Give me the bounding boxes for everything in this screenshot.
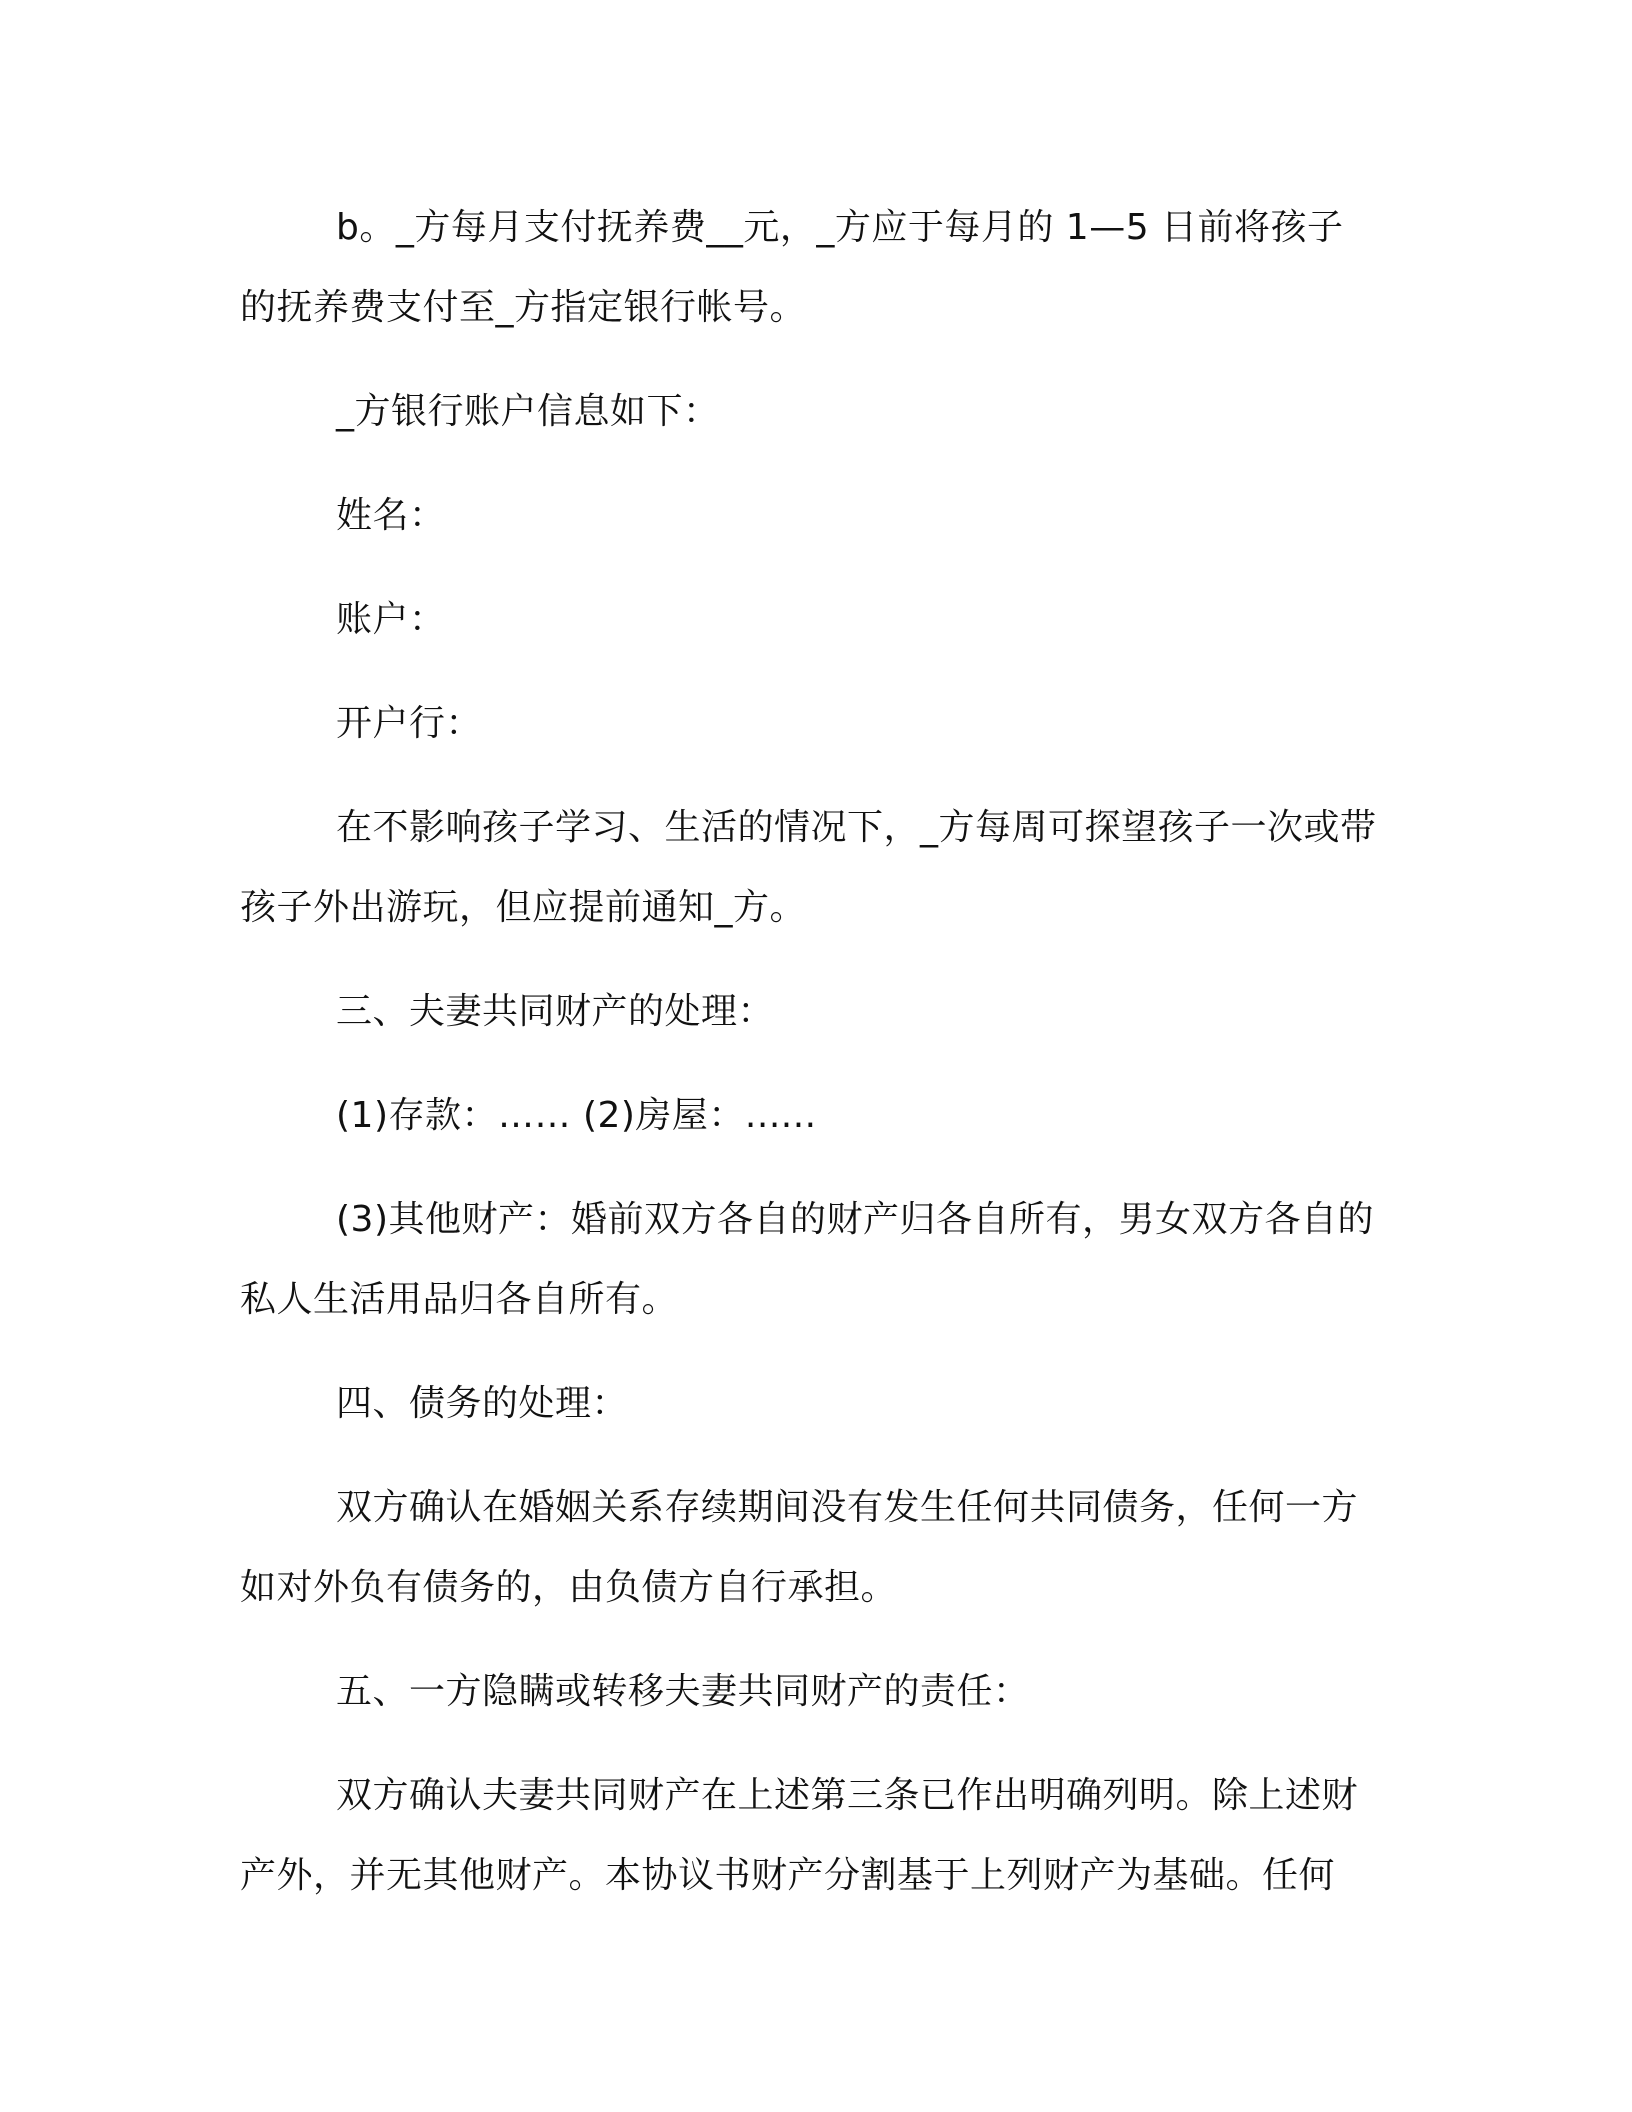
paragraph-name: 姓名： xyxy=(336,495,446,536)
paragraph-bank: 开户行： xyxy=(336,703,483,744)
section-heading-property: 三、夫妻共同财产的处理： xyxy=(336,991,775,1032)
section-heading-debt: 四、债务的处理： xyxy=(336,1383,629,1424)
paragraph-child-support: b。_方每月支付抚养费__元，_方应于每月的 1—5 日前将孩子的抚养费支付至_方指定银行帐号。 xyxy=(240,207,1344,328)
paragraph-other-property: (3)其他财产：婚前双方各自的财产归各自所有，男女双方各自的私人生活用品归各自所有。 xyxy=(240,1199,1374,1320)
section-heading-liability: 五、一方隐瞒或转移夫妻共同财产的责任： xyxy=(336,1671,1030,1712)
paragraph-debt: 双方确认在婚姻关系存续期间没有发生任何共同债务，任何一方如对外负有债务的，由负债方自行承担。 xyxy=(240,1487,1359,1608)
paragraph-bank-info-heading: _方银行账户信息如下： xyxy=(336,391,720,432)
paragraph-property-items: (1)存款：…… (2)房屋：...... xyxy=(336,1095,817,1136)
document-body xyxy=(240,188,1380,1916)
paragraph-visitation: 在不影响孩子学习、生活的情况下，_方每周可探望孩子一次或带孩子外出游玩，但应提前通知_方。 xyxy=(240,807,1377,928)
paragraph-liability: 双方确认夫妻共同财产在上述第三条已作出明确列明。除上述财产外，并无其他财产。本协议书财产分割基于上列财产为基础。任何 xyxy=(240,1775,1359,1896)
paragraph-account: 账户： xyxy=(336,599,446,640)
